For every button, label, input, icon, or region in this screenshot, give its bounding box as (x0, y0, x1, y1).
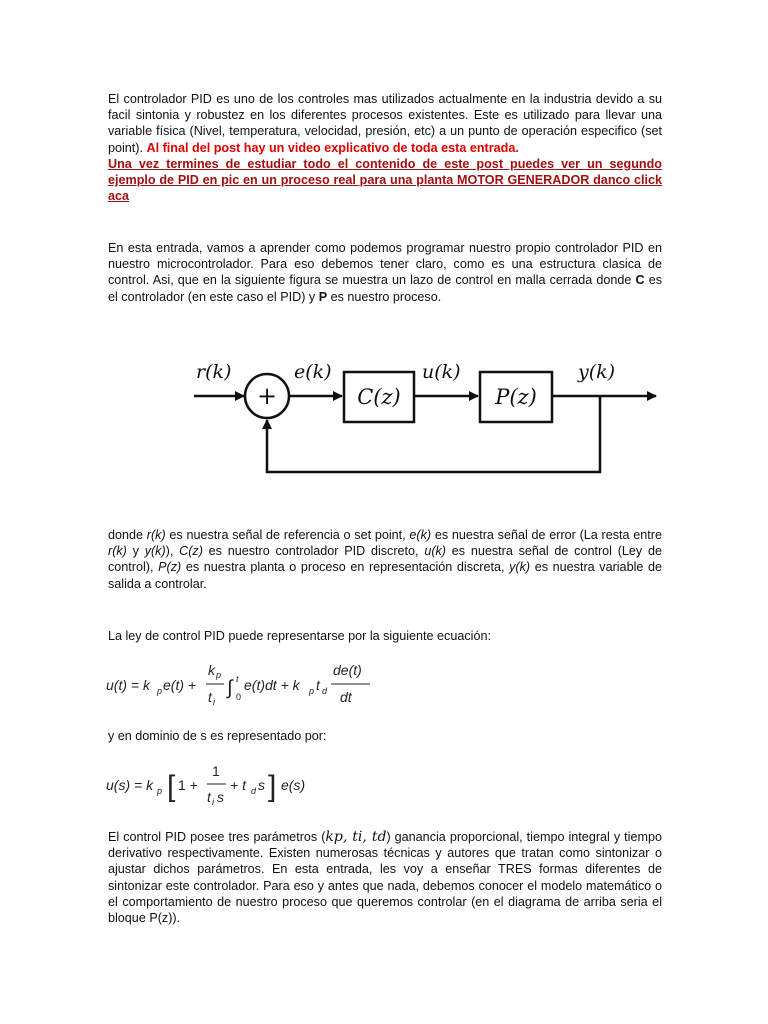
svg-text:t: t (236, 674, 239, 684)
def-c: C(z) (179, 544, 203, 559)
svg-text:t: t (207, 789, 211, 805)
def-r2: r(k) (108, 544, 127, 559)
entry-text-c: es nuestro proceso. (327, 289, 442, 304)
intro-paragraph (108, 91, 662, 204)
svg-text:de(t): de(t) (333, 662, 362, 678)
def-e: e(k) (409, 528, 432, 542)
error-label: e(k) (294, 361, 332, 383)
def-t1: donde (108, 528, 147, 542)
svg-text:1 +: 1 + (178, 777, 198, 793)
svg-text:s: s (217, 789, 224, 805)
def-t5: ), (165, 544, 180, 559)
pid-time-equation (106, 660, 396, 710)
svg-text:d: d (322, 686, 328, 696)
svg-text:[: [ (167, 770, 176, 803)
params-text-b: ) ganancia proporcional, tiempo integral y tiempo derivativo respectivamente. Existen numerosas técnicas y autores que tratan como sintonizar o ajustar dichos parámetros. En esta entrada, les voy a enseñar TRES formas diferentes de sintonizar este controlador. Para eso y antes que nada, debemos conocer el modelo matemático o el comportamiento de nuestro proceso que queremos controlar (en el diagrama de arriba seria el bloque P(z)). (108, 830, 662, 926)
sum-sign: + (256, 382, 278, 410)
params-text-a: El control PID posee tres parámetros ( (108, 830, 326, 844)
svg-text:t: t (208, 689, 212, 705)
svg-text:u(s) = k: u(s) = k (106, 777, 154, 793)
def-t3: es nuestra señal de error (La resta entre (431, 528, 662, 542)
s-domain-intro: y en dominio de s es representado por: (108, 729, 327, 743)
svg-text:e(s): e(s) (281, 777, 306, 793)
def-t6: es nuestro controlador PID discreto, (202, 544, 425, 559)
svg-text:∫: ∫ (227, 677, 233, 699)
svg-text:s: s (258, 777, 265, 793)
control-loop-diagram (190, 352, 670, 480)
input-label: r(k) (196, 361, 232, 383)
svg-text:p: p (216, 670, 222, 680)
def-u: u(k) (424, 544, 447, 559)
def-y2: y(k) (509, 560, 531, 575)
svg-text:1: 1 (212, 763, 220, 779)
svg-text:k: k (208, 662, 215, 678)
entry-text-a: En esta entrada, vamos a aprender como podemos programar nuestro propio controlador PID en nuestro microcontrolador. Para eso debemos tener claro, como es una estructura clasica de control. Asi, que en la siguiente figura se muestra un lazo de control en malla cerrada donde (108, 241, 662, 288)
svg-text:dt: dt (340, 689, 352, 705)
def-t8: es nuestra planta o proceso en representación discreta, (181, 560, 510, 575)
params-symbols: kp, ti, td (325, 829, 387, 845)
svg-text:p: p (157, 686, 163, 696)
svg-text:]: ] (268, 770, 277, 803)
controller-label: C(z) (357, 385, 401, 409)
def-t7: es nuestra señal de control (Ley de control), (108, 544, 662, 575)
def-t2: es nuestra señal de referencia o set point, (165, 528, 410, 542)
second-example-link[interactable]: Una vez termines de estudiar todo el contenido de este post puedes ver un segundo ejemplo de PID en pic en un proceso real para una planta MOTOR GENERADOR danco click aca (108, 156, 662, 204)
bold-c: C (635, 273, 645, 288)
svg-text:e(t) +: e(t) + (163, 677, 197, 693)
svg-text:d: d (251, 786, 257, 796)
entry-text-b: es el controlador (en este caso el PID) y (108, 273, 662, 304)
output-label: y(k) (578, 361, 616, 383)
pid-s-equation (106, 760, 316, 812)
def-p: P(z) (158, 560, 182, 575)
definitions-paragraph (108, 527, 662, 592)
entry-paragraph (108, 240, 662, 305)
svg-text:i: i (213, 697, 215, 707)
svg-text:+ t: + t (230, 777, 246, 793)
def-t4: y (126, 544, 145, 559)
svg-text:p: p (157, 786, 163, 796)
svg-text:0: 0 (236, 692, 242, 702)
svg-text:p: p (309, 686, 315, 696)
plant-label: P(z) (495, 385, 537, 409)
feedback-path (267, 396, 600, 472)
def-r: r(k) (146, 528, 166, 542)
bold-p: P (318, 289, 328, 304)
parameters-paragraph (108, 829, 662, 926)
equation-intro: La ley de control PID puede representarse por la siguiente ecuación: (108, 629, 491, 643)
svg-text:i: i (212, 797, 214, 807)
control-label: u(k) (422, 361, 461, 383)
intro-text: El controlador PID es uno de los controles mas utilizados actualmente en la industria devido a su facil sintonia y robustez en los diferentes procesos existentes. Este es utilizado para llevar una variable física (Nivel, temperatura, velocidad, presión, etc) a un punto de operación especifico (set point). (108, 92, 662, 155)
video-notice: Al final del post hay un video explicativo de toda esta entrada. (146, 140, 519, 155)
svg-text:e(t)dt + k: e(t)dt + k (244, 677, 300, 693)
def-t9: es nuestra variable de salida a controlar. (108, 560, 662, 591)
svg-text:t: t (316, 677, 320, 693)
def-y: y(k) (144, 544, 166, 559)
svg-text:u(t) = k: u(t) = k (106, 677, 150, 693)
